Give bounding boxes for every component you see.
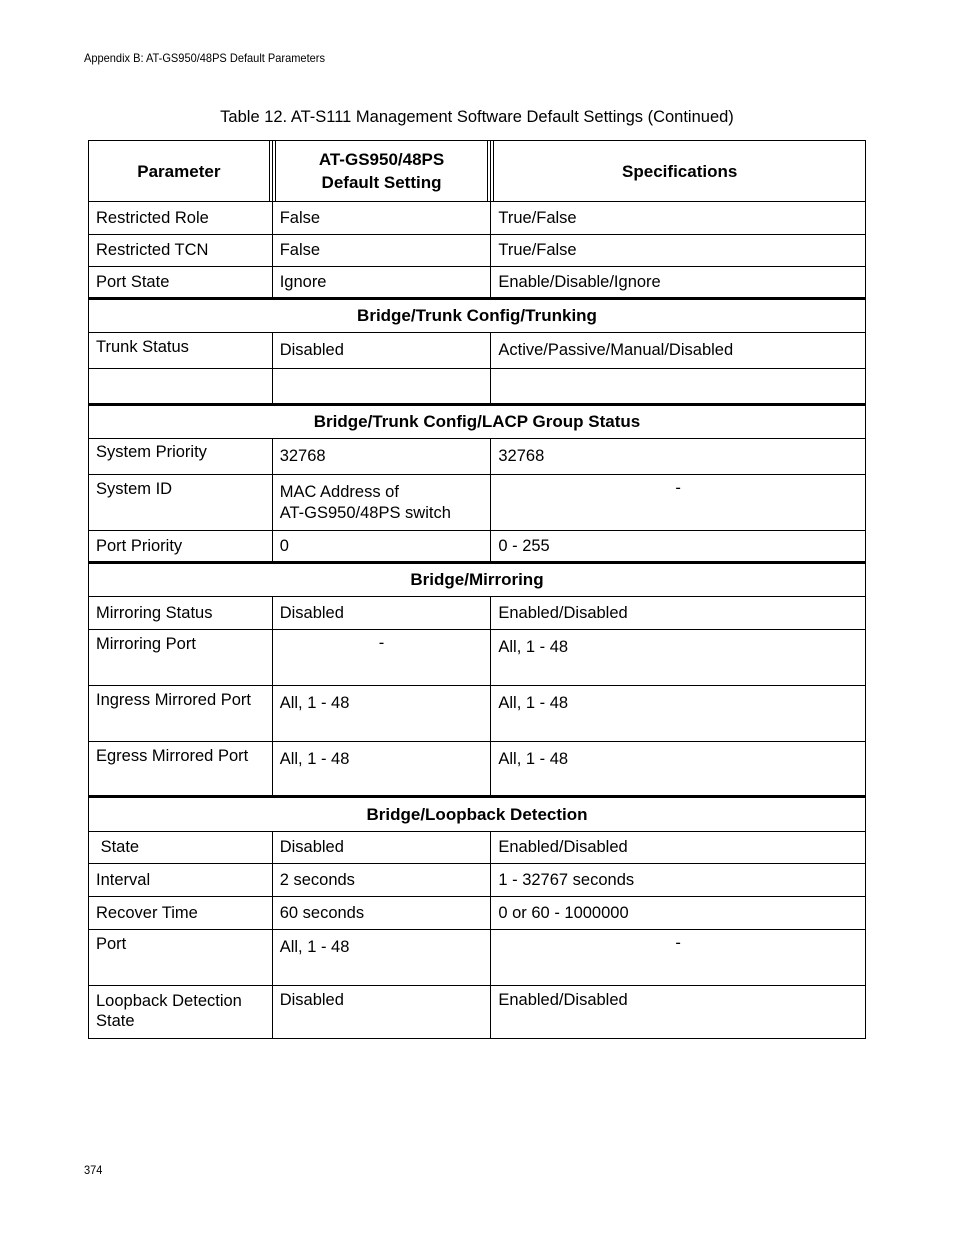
cell-parameter: State xyxy=(89,832,273,864)
header-parameter: Parameter xyxy=(89,141,273,202)
table-row xyxy=(89,930,866,986)
cell-default xyxy=(272,369,491,405)
cell-spec: - xyxy=(491,475,866,531)
cell-spec: True/False xyxy=(491,235,866,267)
table-row xyxy=(89,832,866,864)
cell-spec: 32768 xyxy=(491,439,866,475)
cell-parameter: Ingress Mirrored Port xyxy=(89,686,273,742)
cell-spec: All, 1 - 48 xyxy=(491,686,866,742)
cell-parameter: Interval xyxy=(89,864,273,897)
header-default-setting: AT-GS950/48PS Default Setting xyxy=(272,141,491,202)
cell-spec xyxy=(491,369,866,405)
cell-parameter: Port Priority xyxy=(89,531,273,563)
cell-spec: - xyxy=(491,930,866,986)
default-settings-table xyxy=(88,140,866,1039)
section-row-mirroring xyxy=(89,563,866,597)
table-row xyxy=(89,897,866,930)
table-row xyxy=(89,986,866,1039)
table-row xyxy=(89,597,866,630)
table-header-row xyxy=(89,141,866,202)
cell-parameter: Restricted Role xyxy=(89,202,273,235)
cell-default: False xyxy=(272,202,491,235)
table-row xyxy=(89,630,866,686)
table-row xyxy=(89,439,866,475)
table-row xyxy=(89,475,866,531)
table-row xyxy=(89,742,866,797)
cell-default: 32768 xyxy=(272,439,491,475)
header-specifications: Specifications xyxy=(491,141,866,202)
cell-spec: 0 or 60 - 1000000 xyxy=(491,897,866,930)
section-title: Bridge/Trunk Config/Trunking xyxy=(89,299,866,333)
cell-spec: True/False xyxy=(491,202,866,235)
section-row-loopback xyxy=(89,797,866,832)
cell-default: All, 1 - 48 xyxy=(272,686,491,742)
cell-default: - xyxy=(272,630,491,686)
running-header: Appendix B: AT-GS950/48PS Default Parameters xyxy=(84,51,325,65)
cell-default: Ignore xyxy=(272,267,491,299)
cell-parameter: Mirroring Port xyxy=(89,630,273,686)
section-title: Bridge/Loopback Detection xyxy=(89,797,866,832)
cell-spec: Active/Passive/Manual/Disabled xyxy=(491,333,866,369)
table-row xyxy=(89,864,866,897)
table-row xyxy=(89,531,866,563)
cell-spec: Enabled/Disabled xyxy=(491,597,866,630)
table-row xyxy=(89,333,866,369)
cell-parameter xyxy=(89,369,273,405)
cell-spec: Enable/Disable/Ignore xyxy=(491,267,866,299)
cell-parameter: Port xyxy=(89,930,273,986)
cell-parameter: Restricted TCN xyxy=(89,235,273,267)
cell-default: Disabled xyxy=(272,832,491,864)
cell-parameter: Port State xyxy=(89,267,273,299)
cell-spec: Enabled/Disabled xyxy=(491,832,866,864)
table-row xyxy=(89,235,866,267)
cell-spec: 1 - 32767 seconds xyxy=(491,864,866,897)
section-row-lacp xyxy=(89,405,866,439)
table-caption: Table 12. AT-S111 Management Software Default Settings (Continued) xyxy=(220,108,734,126)
cell-default: 2 seconds xyxy=(272,864,491,897)
cell-default: Disabled xyxy=(272,333,491,369)
cell-default: Disabled xyxy=(272,597,491,630)
cell-default: Disabled xyxy=(272,986,491,1039)
table-row-empty xyxy=(89,369,866,405)
cell-default: 0 xyxy=(272,531,491,563)
cell-spec: All, 1 - 48 xyxy=(491,630,866,686)
table-row xyxy=(89,686,866,742)
cell-default: All, 1 - 48 xyxy=(272,930,491,986)
section-row-trunking xyxy=(89,299,866,333)
cell-parameter: Mirroring Status xyxy=(89,597,273,630)
cell-parameter: Loopback Detection State xyxy=(89,986,273,1039)
table-row xyxy=(89,267,866,299)
section-title: Bridge/Mirroring xyxy=(89,563,866,597)
cell-default: 60 seconds xyxy=(272,897,491,930)
cell-spec: All, 1 - 48 xyxy=(491,742,866,797)
section-title: Bridge/Trunk Config/LACP Group Status xyxy=(89,405,866,439)
cell-default: False xyxy=(272,235,491,267)
cell-default: MAC Address of AT-GS950/48PS switch xyxy=(272,475,491,531)
table-row xyxy=(89,202,866,235)
cell-parameter: Egress Mirrored Port xyxy=(89,742,273,797)
cell-parameter: Recover Time xyxy=(89,897,273,930)
cell-spec: 0 - 255 xyxy=(491,531,866,563)
cell-parameter: Trunk Status xyxy=(89,333,273,369)
page-number: 374 xyxy=(84,1163,103,1177)
cell-default: All, 1 - 48 xyxy=(272,742,491,797)
cell-spec: Enabled/Disabled xyxy=(491,986,866,1039)
cell-parameter: System Priority xyxy=(89,439,273,475)
cell-parameter: System ID xyxy=(89,475,273,531)
